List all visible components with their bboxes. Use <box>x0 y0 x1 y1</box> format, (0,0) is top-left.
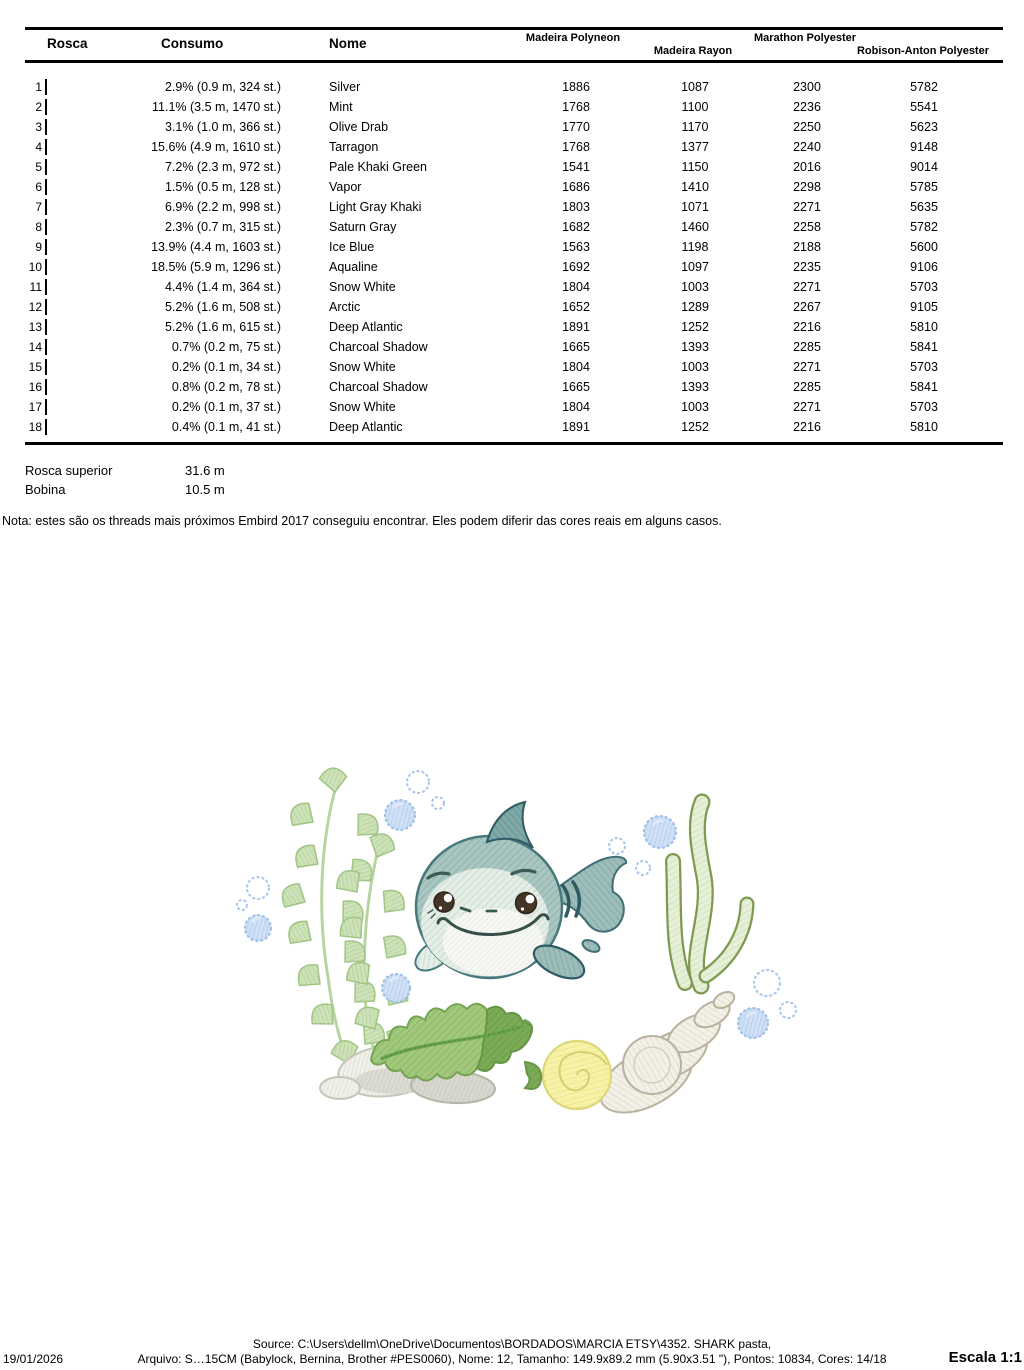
row-madeira-rayon: 1170 <box>681 120 709 134</box>
footer-scale-label: Escala 1:1 <box>948 1349 1022 1366</box>
row-marathon-polyester: 2258 <box>793 220 821 234</box>
row-marathon-polyester: 2300 <box>793 80 821 94</box>
table-row <box>25 197 1003 217</box>
row-robison-anton: 5703 <box>910 360 938 374</box>
row-marathon-polyester: 2285 <box>793 340 821 354</box>
row-consumo: 0.2% (0.1 m, 37 st.) <box>171 400 281 414</box>
row-madeira-rayon: 1071 <box>681 200 709 214</box>
row-marathon-polyester: 2250 <box>793 120 821 134</box>
row-madeira-rayon: 1003 <box>681 400 709 414</box>
row-consumo: 0.7% (0.2 m, 75 st.) <box>171 340 281 354</box>
row-consumo: 4.4% (1.4 m, 364 st.) <box>164 280 281 294</box>
table-row <box>25 97 1003 117</box>
row-index: 15 <box>28 360 42 374</box>
color-swatch <box>45 359 47 375</box>
row-robison-anton: 5810 <box>910 320 938 334</box>
row-index: 4 <box>35 140 42 154</box>
row-index: 17 <box>28 400 42 414</box>
row-index: 14 <box>28 340 42 354</box>
row-marathon-polyester: 2216 <box>793 420 821 434</box>
row-consumo: 7.2% (2.3 m, 972 st.) <box>164 160 281 174</box>
color-swatch <box>45 279 47 295</box>
row-nome: Saturn Gray <box>329 220 397 234</box>
color-swatch <box>45 119 47 135</box>
row-madeira-rayon: 1410 <box>681 180 709 194</box>
row-index: 6 <box>35 180 42 194</box>
row-madeira-rayon: 1100 <box>681 100 709 114</box>
row-consumo: 18.5% (5.9 m, 1296 st.) <box>151 260 281 274</box>
row-robison-anton: 5541 <box>910 100 938 114</box>
row-madeira-polyneon: 1804 <box>562 280 590 294</box>
row-index: 1 <box>35 80 42 94</box>
table-row <box>25 237 1003 257</box>
color-swatch <box>45 419 47 435</box>
row-madeira-polyneon: 1563 <box>562 240 590 254</box>
row-consumo: 0.8% (0.2 m, 78 st.) <box>171 380 281 394</box>
color-swatch <box>45 339 47 355</box>
row-nome: Pale Khaki Green <box>329 160 427 174</box>
row-robison-anton: 9148 <box>910 140 938 154</box>
row-consumo: 5.2% (1.6 m, 508 st.) <box>164 300 281 314</box>
row-madeira-rayon: 1252 <box>681 420 709 434</box>
table-row <box>25 417 1003 437</box>
row-madeira-rayon: 1393 <box>681 340 709 354</box>
row-consumo: 3.1% (1.0 m, 366 st.) <box>164 120 281 134</box>
color-swatch <box>45 399 47 415</box>
bobina-label: Bobina <box>25 482 66 497</box>
row-consumo: 2.9% (0.9 m, 324 st.) <box>164 80 281 94</box>
row-nome: Light Gray Khaki <box>329 200 422 214</box>
row-robison-anton: 5841 <box>910 380 938 394</box>
footer-date: 19/01/2026 <box>3 1352 64 1366</box>
table-row <box>25 157 1003 177</box>
row-nome: Ice Blue <box>329 240 375 254</box>
row-marathon-polyester: 2285 <box>793 380 821 394</box>
row-robison-anton: 5810 <box>910 420 938 434</box>
color-swatch <box>45 219 47 235</box>
table-row <box>25 377 1003 397</box>
row-madeira-polyneon: 1770 <box>562 120 590 134</box>
row-marathon-polyester: 2271 <box>793 400 821 414</box>
row-robison-anton: 5703 <box>910 400 938 414</box>
row-robison-anton: 5600 <box>910 240 938 254</box>
header-madeira-rayon: Madeira Rayon <box>653 45 733 57</box>
table-bottom-rule <box>25 442 1003 445</box>
table-row <box>25 77 1003 97</box>
row-nome: Snow White <box>329 360 396 374</box>
row-consumo: 1.5% (0.5 m, 128 st.) <box>164 180 281 194</box>
row-consumo: 5.2% (1.6 m, 615 st.) <box>164 320 281 334</box>
row-madeira-rayon: 1252 <box>681 320 709 334</box>
summary-row <box>25 480 1003 499</box>
row-madeira-polyneon: 1891 <box>562 320 590 334</box>
table-row <box>25 217 1003 237</box>
row-madeira-polyneon: 1803 <box>562 200 590 214</box>
footer-file-info: Arquivo: S…15CM (Babylock, Bernina, Brother #PES0060), Nome: 12, Tamanho: 149.9x89.2 mm (5.90x3.51 "), Pontos: 10834, Cores: 14/18 <box>137 1352 887 1366</box>
row-nome: Deep Atlantic <box>329 420 403 434</box>
row-index: 10 <box>28 260 42 274</box>
table-row <box>25 277 1003 297</box>
color-swatch <box>45 319 47 335</box>
row-nome: Mint <box>329 100 353 114</box>
row-marathon-polyester: 2240 <box>793 140 821 154</box>
shark-muzzle <box>443 908 543 976</box>
thread-table <box>25 27 1003 499</box>
table-row <box>25 177 1003 197</box>
row-consumo: 6.9% (2.2 m, 998 st.) <box>164 200 281 214</box>
row-consumo: 13.9% (4.4 m, 1603 st.) <box>151 240 281 254</box>
row-marathon-polyester: 2271 <box>793 280 821 294</box>
row-madeira-polyneon: 1686 <box>562 180 590 194</box>
row-madeira-polyneon: 1768 <box>562 140 590 154</box>
row-madeira-polyneon: 1891 <box>562 420 590 434</box>
row-madeira-rayon: 1003 <box>681 280 709 294</box>
row-robison-anton: 5623 <box>910 120 938 134</box>
row-consumo: 0.4% (0.1 m, 41 st.) <box>171 420 281 434</box>
row-index: 16 <box>28 380 42 394</box>
row-madeira-rayon: 1003 <box>681 360 709 374</box>
bobina-value: 10.5 m <box>185 482 225 497</box>
row-robison-anton: 5703 <box>910 280 938 294</box>
row-madeira-polyneon: 1665 <box>562 380 590 394</box>
color-swatch <box>45 79 47 95</box>
row-index: 12 <box>28 300 42 314</box>
row-marathon-polyester: 2016 <box>793 160 821 174</box>
row-index: 7 <box>35 200 42 214</box>
row-marathon-polyester: 2236 <box>793 100 821 114</box>
row-consumo: 11.1% (3.5 m, 1470 st.) <box>152 100 281 114</box>
row-robison-anton: 5782 <box>910 220 938 234</box>
row-index: 18 <box>28 420 42 434</box>
header-madeira-polyneon: Madeira Polyneon <box>525 32 621 44</box>
row-madeira-polyneon: 1768 <box>562 100 590 114</box>
color-swatch <box>45 379 47 395</box>
row-marathon-polyester: 2216 <box>793 320 821 334</box>
row-marathon-polyester: 2271 <box>793 360 821 374</box>
row-robison-anton: 5841 <box>910 340 938 354</box>
row-nome: Silver <box>329 80 361 94</box>
header-nome: Nome <box>329 36 367 51</box>
footer-source-line: Source: C:\Users\dellm\OneDrive\Documentos\BORDADOS\MARCIA ETSY\4352. SHARK pasta, <box>252 1337 772 1351</box>
table-row <box>25 297 1003 317</box>
row-madeira-rayon: 1377 <box>681 140 709 154</box>
row-nome: Snow White <box>329 400 396 414</box>
row-madeira-polyneon: 1886 <box>562 80 590 94</box>
row-index: 8 <box>35 220 42 234</box>
row-consumo: 0.2% (0.1 m, 34 st.) <box>171 360 281 374</box>
row-index: 5 <box>35 160 42 174</box>
row-nome: Charcoal Shadow <box>329 340 428 354</box>
row-index: 13 <box>28 320 42 334</box>
row-madeira-polyneon: 1652 <box>562 300 590 314</box>
color-swatch <box>45 179 47 195</box>
row-madeira-rayon: 1393 <box>681 380 709 394</box>
table-row <box>25 137 1003 157</box>
color-swatch <box>45 239 47 255</box>
conch-shell <box>589 989 737 1122</box>
row-marathon-polyester: 2271 <box>793 200 821 214</box>
color-swatch <box>45 199 47 215</box>
row-nome: Aqualine <box>329 260 378 274</box>
header-robison-anton: Robison-Anton Polyester <box>856 45 990 57</box>
table-row <box>25 337 1003 357</box>
thread-table-header <box>25 27 1003 63</box>
row-madeira-polyneon: 1682 <box>562 220 590 234</box>
row-madeira-rayon: 1198 <box>681 240 709 254</box>
color-swatch <box>45 99 47 115</box>
row-madeira-rayon: 1289 <box>681 300 709 314</box>
row-index: 3 <box>35 120 42 134</box>
embroidery-design-image <box>225 762 825 1122</box>
row-nome: Deep Atlantic <box>329 320 403 334</box>
row-robison-anton: 5785 <box>910 180 938 194</box>
row-nome: Tarragon <box>329 140 379 154</box>
row-robison-anton: 5782 <box>910 80 938 94</box>
header-consumo: Consumo <box>161 36 224 51</box>
row-robison-anton: 9105 <box>910 300 938 314</box>
row-consumo: 15.6% (4.9 m, 1610 st.) <box>151 140 281 154</box>
shark-anal-fin <box>581 938 602 955</box>
footer-info-line <box>0 1351 1024 1367</box>
row-madeira-rayon: 1097 <box>681 260 709 274</box>
table-row <box>25 357 1003 377</box>
color-swatch <box>45 259 47 275</box>
row-marathon-polyester: 2267 <box>793 300 821 314</box>
row-nome: Olive Drab <box>329 120 389 134</box>
yellow-shell <box>543 1041 611 1109</box>
table-row <box>25 317 1003 337</box>
row-robison-anton: 9106 <box>910 260 938 274</box>
row-madeira-polyneon: 1804 <box>562 400 590 414</box>
header-marathon-polyester: Marathon Polyester <box>753 32 857 44</box>
row-index: 9 <box>35 240 42 254</box>
threads-note: Nota: estes são os threads mais próximos Embird 2017 conseguiu encontrar. Eles podem diferir das cores reais em alguns casos. <box>2 514 722 528</box>
row-robison-anton: 5635 <box>910 200 938 214</box>
row-marathon-polyester: 2235 <box>793 260 821 274</box>
color-swatch <box>45 159 47 175</box>
row-nome: Arctic <box>329 300 361 314</box>
table-row <box>25 257 1003 277</box>
row-madeira-polyneon: 1692 <box>562 260 590 274</box>
thread-table-body <box>25 77 1003 437</box>
row-index: 11 <box>29 280 42 294</box>
header-rosca: Rosca <box>47 36 88 51</box>
row-consumo: 2.3% (0.7 m, 315 st.) <box>164 220 281 234</box>
row-madeira-polyneon: 1804 <box>562 360 590 374</box>
row-marathon-polyester: 2298 <box>793 180 821 194</box>
summary-row <box>25 461 1003 480</box>
thread-summary <box>25 461 1003 499</box>
row-nome: Snow White <box>329 280 396 294</box>
row-madeira-rayon: 1460 <box>681 220 709 234</box>
row-madeira-rayon: 1150 <box>681 160 709 174</box>
row-nome: Charcoal Shadow <box>329 380 428 394</box>
row-index: 2 <box>35 100 42 114</box>
rosca-superior-label: Rosca superior <box>25 463 113 478</box>
seaweed <box>673 802 747 986</box>
table-row <box>25 397 1003 417</box>
row-madeira-polyneon: 1541 <box>562 160 590 174</box>
table-row <box>25 117 1003 137</box>
row-madeira-rayon: 1087 <box>681 80 709 94</box>
row-madeira-polyneon: 1665 <box>562 340 590 354</box>
shark <box>410 802 626 985</box>
row-robison-anton: 9014 <box>910 160 938 174</box>
row-marathon-polyester: 2188 <box>793 240 821 254</box>
color-swatch <box>45 139 47 155</box>
color-swatch <box>45 299 47 315</box>
rosca-superior-value: 31.6 m <box>185 463 225 478</box>
row-nome: Vapor <box>329 180 362 194</box>
